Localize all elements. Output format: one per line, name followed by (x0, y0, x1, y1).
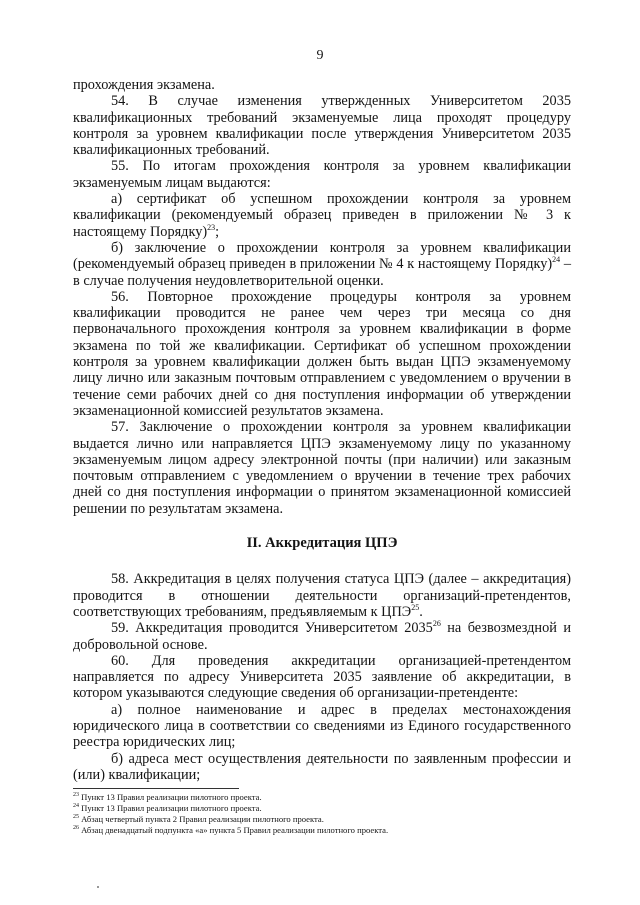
footnote-number: 25 (73, 814, 79, 821)
paragraph-60b: б) адреса мест осуществления деятельности по заявленным профессии и (или) квалификации; (73, 750, 571, 783)
footnote-divider (73, 788, 239, 789)
paragraph-55b-text: б) заключение о прохождении контроля за уровнем квалификации (рекомендуемый образец приведен в приложении № 4 к настоящему Порядку) (73, 239, 571, 273)
paragraph-60: 60. Для проведения аккредитации организацией-претендентом направляется по адресу Университета 2035 заявление об аккредитации, в котором указываются следующие сведения об организации-претенденте: (73, 652, 571, 702)
footnote-ref-26[interactable]: 26 (432, 619, 441, 629)
paragraph-55a-end: ; (215, 223, 220, 240)
footnote-text: Абзац четвертый пункта 2 Правил реализации пилотного проекта. (79, 814, 324, 824)
footnote-text: Абзац двенадцатый подпункта «а» пункта 5 Правил реализации пилотного проекта. (79, 825, 389, 835)
paragraph-59-end: на безвозмездной и добровольной основе. (73, 620, 571, 653)
paragraph-58-text: 58. Аккредитация в целях получения статуса ЦПЭ (далее – аккредитация) проводится в отношении деятельности организаций-претендентов, соответствующих требованиям, предъявляемым к ЦПЭ (73, 571, 571, 620)
paragraph-57: 57. Заключение о прохождении контроля за уровнем квалификации выдается лично или направляется ЦПЭ экзаменуемому лицу по указанному экзаменуемым лицом адресу электронной почты (при наличии) или заказным почтовым отправлением с уведомлением о вручении в течение трех рабочих дней со дня поступления информации о принятом экзаменационной комиссией решении по результатам экзамена. (73, 419, 571, 517)
paragraph-55b (73, 240, 571, 289)
paragraph-59-text: 59. Аккредитация проводится Университетом 2035 (111, 620, 433, 637)
paragraph-58 (73, 571, 571, 620)
page-number: 9 (316, 48, 324, 63)
paragraph-continuation: прохождения экзамена. (73, 77, 215, 93)
scan-speck (97, 886, 99, 888)
paragraph-58-end: . (419, 603, 423, 620)
footnote-ref-25[interactable]: 25 (411, 603, 420, 613)
footnote-ref-24[interactable]: 24 (552, 255, 561, 265)
footnote-number: 24 (73, 803, 79, 810)
paragraph-54: 54. В случае изменения утвержденных Университетом 2035 квалификационных требований экзаменуемые лица проходят процедуру контроля за уровнем квалификации после утверждения Университетом 2035 квалификационных требований. (73, 93, 571, 159)
paragraph-55a (73, 191, 571, 240)
footnote-25 (73, 814, 571, 825)
footnote-number: 26 (73, 825, 79, 832)
footnote-ref-23[interactable]: 23 (207, 222, 216, 232)
paragraph-55b-end: – в случае получения неудовлетворительной оценки. (73, 256, 571, 289)
paragraph-55a-text: а) сертификат об успешном прохождении контроля за уровнем квалификации (рекомендуемый образец приведен в приложении № 3 к настоящему Порядку) (73, 191, 571, 240)
paragraph-60a: а) полное наименование и адрес в пределах местонахождения юридического лица в соответствии со сведениями из Единого государственного реестра юридических лиц; (73, 701, 571, 751)
paragraph-59 (73, 620, 571, 653)
footnote-24 (73, 803, 571, 814)
footnote-text: Пункт 13 Правил реализации пилотного проекта. (79, 803, 262, 813)
document-body (73, 77, 571, 783)
footnote-number: 23 (73, 792, 79, 799)
footnote-text: Пункт 13 Правил реализации пилотного проекта. (79, 792, 262, 802)
paragraph-55: 55. По итогам прохождения контроля за уровнем квалификации экзаменуемым лицам выдаются: (73, 158, 571, 191)
paragraph-56: 56. Повторное прохождение процедуры контроля за уровнем квалификации проводится не ранее чем через три месяца со дня первоначального прохождения контроля за уровнем квалификации в форме экзамена по той же квалификации. Сертификат об успешном прохождении контроля за уровнем квалификации должен быть выдан ЦПЭ экзаменуемому лицу лично или заказным почтовым отправлением с уведомлением о вручении в течение семи рабочих дней со дня поступления информации об утверждении экзаменационной комиссией результатов экзамена. (73, 288, 571, 419)
section-heading: II. Аккредитация ЦПЭ (246, 535, 398, 552)
footnote-23 (73, 792, 571, 803)
footnotes (73, 788, 571, 836)
footnote-26 (73, 825, 571, 836)
